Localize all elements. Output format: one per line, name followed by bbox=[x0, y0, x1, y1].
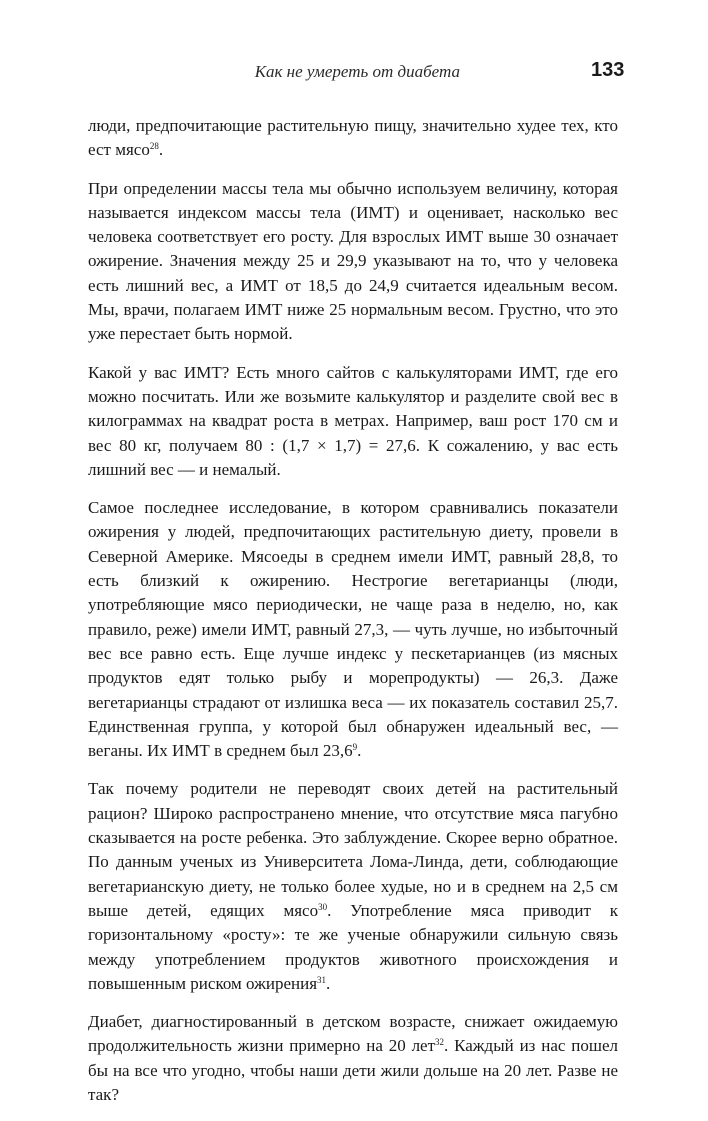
text-body bbox=[88, 114, 618, 1121]
footnote-ref: 28 bbox=[149, 141, 159, 152]
footnote-ref: 31 bbox=[317, 974, 327, 985]
paragraph-text: Диабет, диагностированный в детском возрасте, снижает ожидаемую продолжительность жизни примерно на 20 лет bbox=[88, 1012, 618, 1056]
paragraph-text: . Употребление мяса приводит к горизонтальному «росту»: те же ученые обнаружили сильную связь между употреблением продуктов животного происхождения и повышенным риском ожирения bbox=[88, 900, 619, 993]
paragraph-text: . bbox=[357, 741, 362, 761]
paragraph bbox=[88, 777, 618, 996]
paragraph-text: люди, предпочитающие растительную пищу, значительно худее тех, кто ест мясо bbox=[88, 116, 618, 160]
paragraph-text: Какой у вас ИМТ? Есть много сайтов с калькуляторами ИМТ, где его можно посчитать. Или же возьмите калькулятор и разделите свой вес в килограммах на квадрат роста в метрах. Например, ваш рост 170 см и вес 80 кг, получаем 80 : (1,7 × 1,7) = 27,6. К сожалению, у вас есть лишний вес — и немалый. bbox=[88, 362, 618, 479]
paragraph bbox=[88, 177, 618, 347]
page-header bbox=[0, 59, 708, 86]
paragraph bbox=[88, 114, 618, 163]
paragraph-text: Так почему родители не переводят своих детей на растительный рацион? Широко распространено мнение, что отсутствие мяса пагубно сказывается на росте ребенка. Это заблуждение. Скорее верно обратное. По данным ученых из Университета Лома-Линда, дети, соблюдающие вегетарианскую диету, не только более худые, но и в среднем на 2,5 см выше детей, едящих мясо bbox=[88, 779, 618, 920]
paragraph-text: . bbox=[326, 973, 331, 993]
paragraph-text: При определении массы тела мы обычно используем величину, которая называется индексом массы тела (ИМТ) и оценивает, насколько вес человека соответствует его росту. Для взрослых ИМТ выше 30 означает ожирение. Значения между 25 и 29,9 указывают на то, что у человека есть лишний вес, а ИМТ от 18,5 до 24,9 считается идеальным весом. Мы, врачи, полагаем ИМТ ниже 25 нормальным весом. Грустно, что это уже перестает быть нормой. bbox=[88, 178, 618, 344]
paragraph-text: Самое последнее исследование, в котором сравнивались показатели ожирения у людей, предпочитающих растительную диету, провели в Северной Америке. Мясоеды в среднем имели ИМТ, равный 28,8, то есть близкий к ожирению. Нестрогие вегетарианцы (люди, употребляющие мясо периодически, не чаще раза в неделю, но, как правило, реже) имели ИМТ, равный 27,3, — чуть лучше, но избыточный вес все равно есть. Еще лучше индекс у пескетарианцев (из мясных продуктов едят только рыбу и морепродукты) — 26,3. Даже вегетарианцы страдают от излишка веса — их показатель составил 25,7. Единственная группа, у которой был обнаружен идеальный вес, — веганы. Их ИМТ в среднем был 23,6 bbox=[88, 498, 618, 761]
paragraph-text: . Каждый из нас пошел бы на все что угодно, чтобы наши дети жили дольше на 20 лет. Разве не так? bbox=[88, 1036, 618, 1104]
running-title: Как не умереть от диабета bbox=[254, 62, 460, 81]
paragraph bbox=[88, 496, 618, 763]
paragraph bbox=[88, 1010, 618, 1107]
paragraph bbox=[88, 361, 618, 482]
paragraph-text: . bbox=[158, 140, 164, 160]
footnote-ref: 30 bbox=[318, 901, 328, 912]
footnote-ref: 32 bbox=[435, 1037, 445, 1048]
footnote-ref: 9 bbox=[352, 742, 358, 753]
page-number: 133 bbox=[591, 59, 625, 81]
